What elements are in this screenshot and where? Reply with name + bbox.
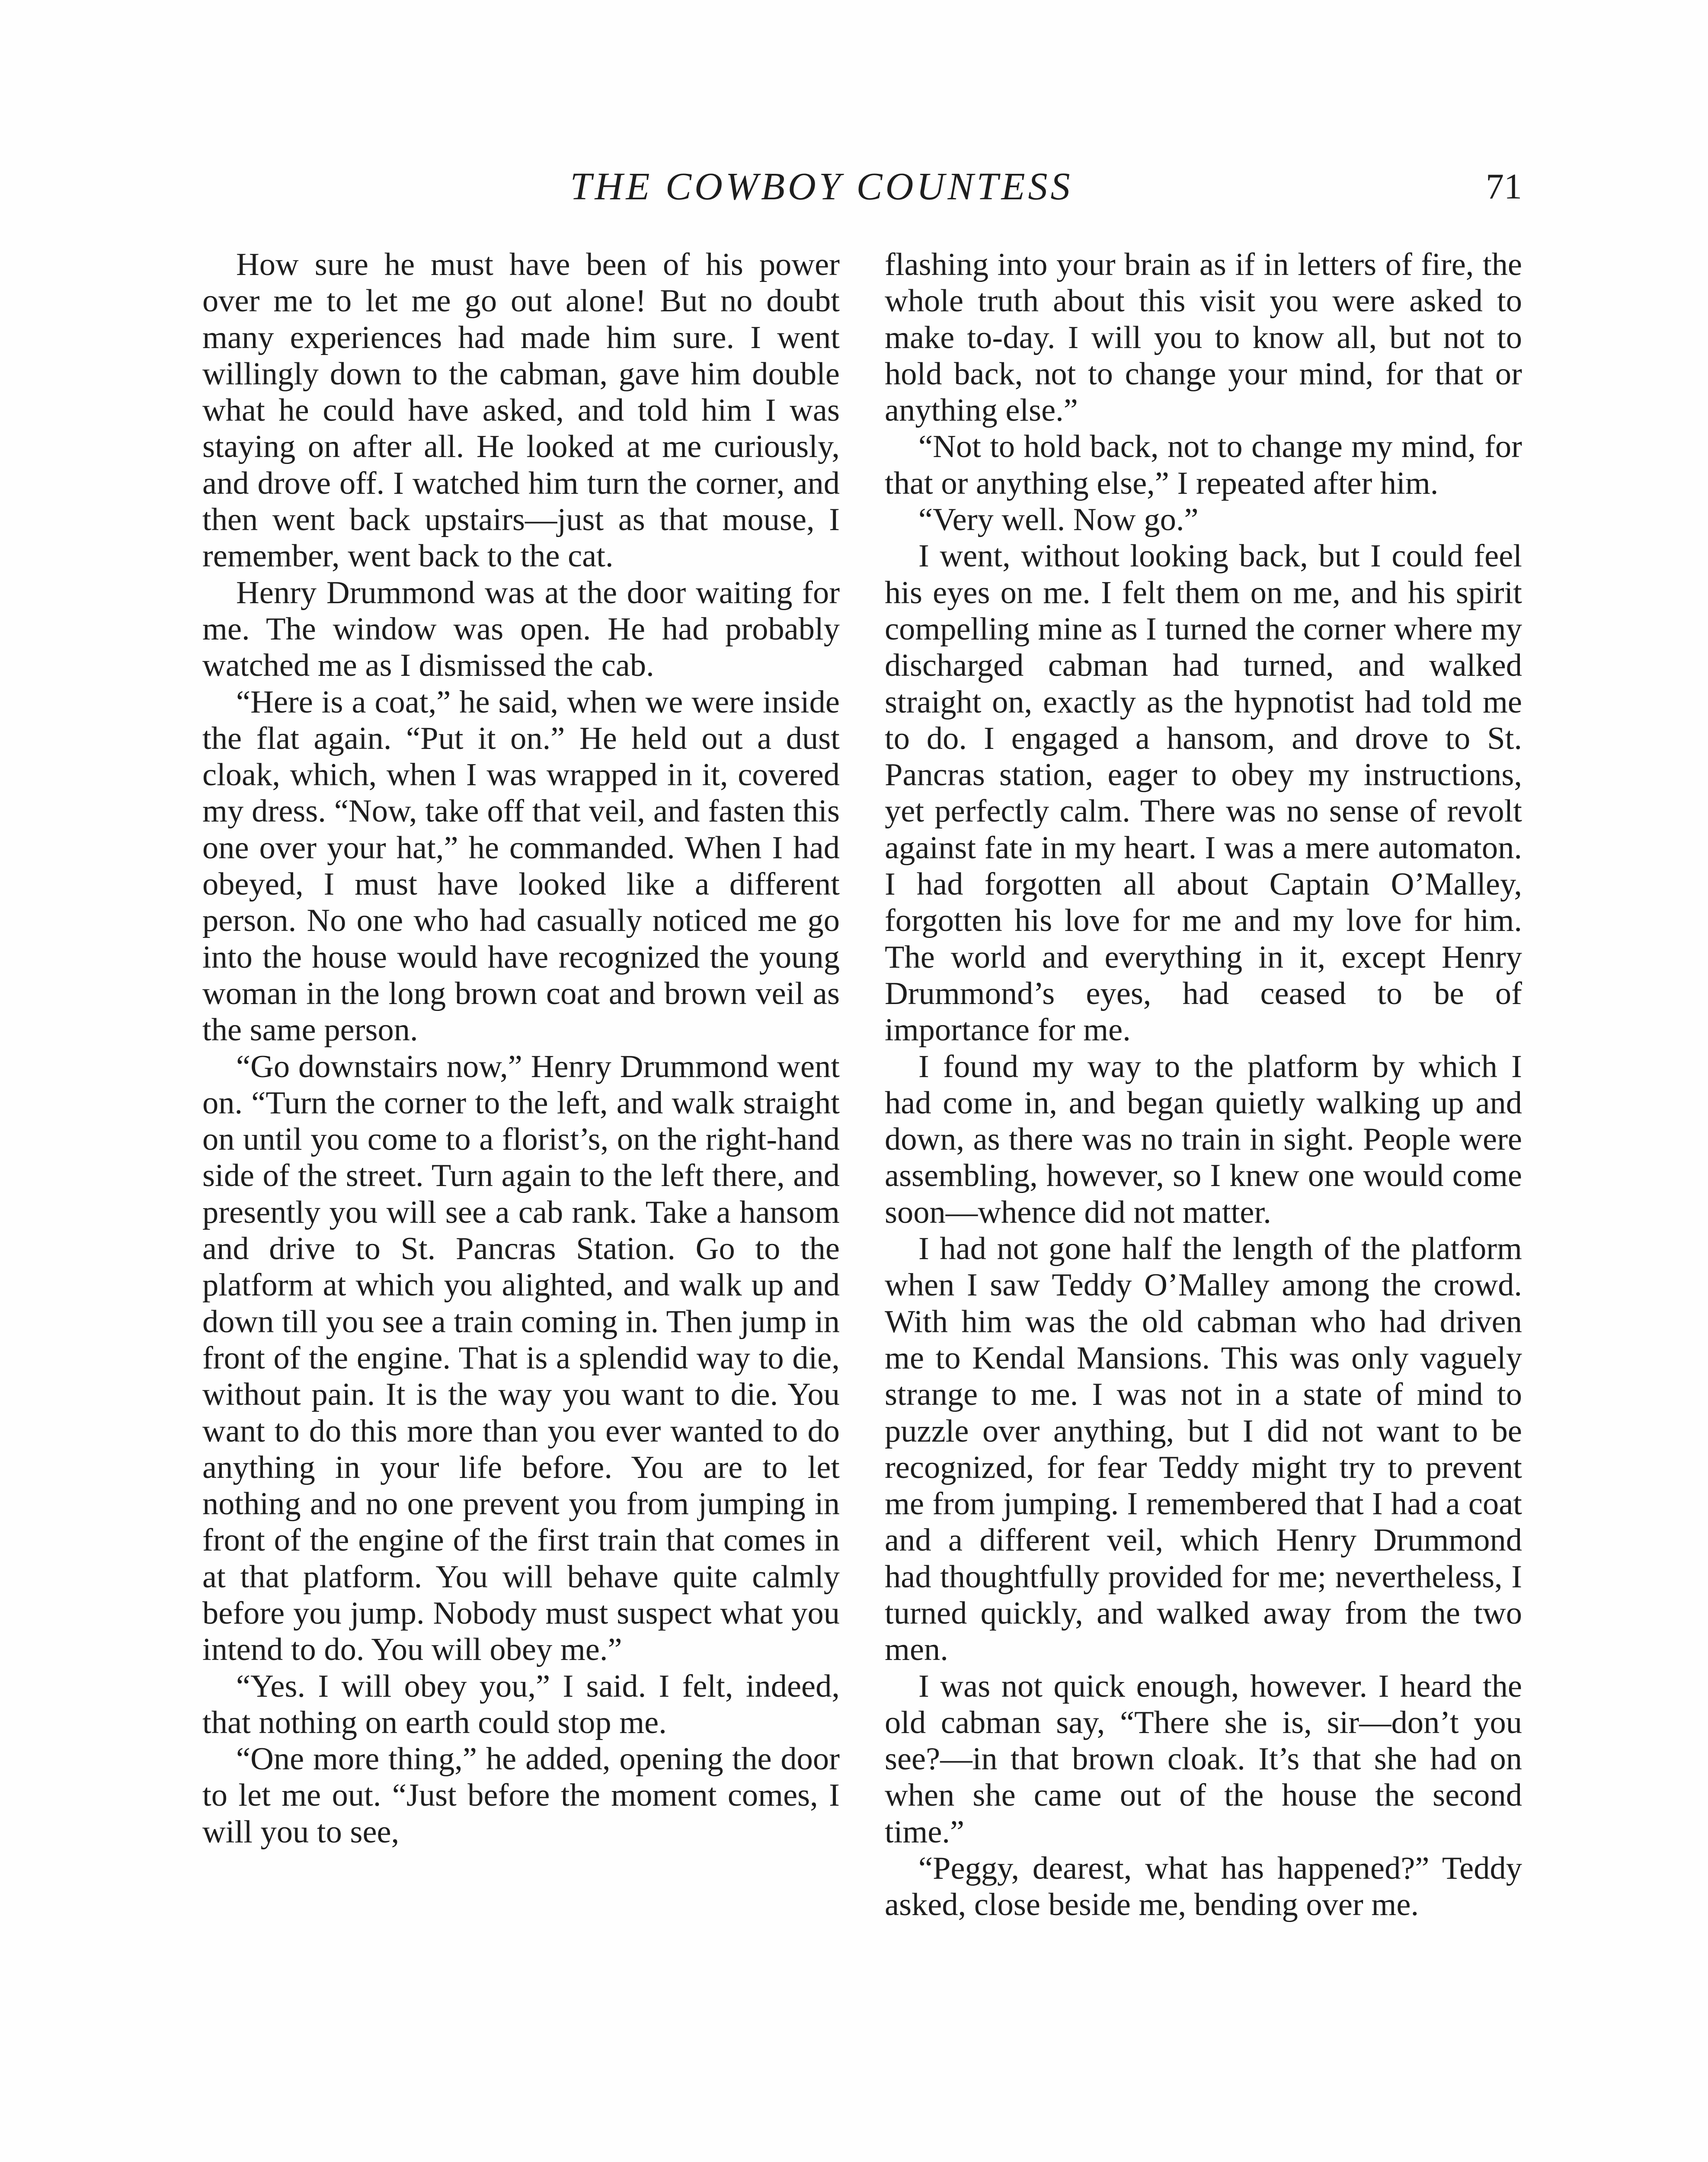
paragraph: “Go downstairs now,” Henry Drummond went on. “Turn the corner to the left, and walk straight on until you come to a florist’s, on the right-hand side of the street. Turn again to the left there, and presently you will see a cab rank. Take a hansom and drive to St. Pancras Station. Go to the platform at which you alighted, and walk up and down till you see a train coming in. Then jump in front of the engine. That is a splendid way to die, without pain. It is the way you want to die. You want to do this more than you ever wanted to do anything in your life before. You are to let nothing and no one prevent you from jumping in front of the engine of the first train that comes in at that platform. You will behave quite calmly before you jump. Nobody must suspect what you intend to do. You will obey me.” <box>202 1049 840 1668</box>
right-column <box>885 246 1522 1923</box>
paragraph: I found my way to the platform by which I had come in, and began quietly walking up and down, as there was no train in sight. People were assembling, however, so I knew one would come soon—whence did not matter. <box>885 1049 1522 1230</box>
paragraph: “Not to hold back, not to change my mind, for that or anything else,” I repeated after him. <box>885 429 1522 501</box>
running-head <box>199 161 1522 213</box>
paragraph: “Yes. I will obey you,” I said. I felt, indeed, that nothing on earth could stop me. <box>202 1668 840 1740</box>
paragraph: “Peggy, dearest, what has happened?” Teddy asked, close beside me, bending over me. <box>885 1851 1522 1923</box>
paragraph: How sure he must have been of his power over me to let me go out alone! But no doubt many experiences had made him sure. I went willingly down to the cabman, gave him double what he could have asked, and told him I was staying on after all. He looked at me curiously, and drove off. I watched him turn the corner, and then went back upstairs—just as that mouse, I remember, went back to the cat. <box>202 247 840 574</box>
paragraph: “Very well. Now go.” <box>918 502 1199 538</box>
paragraph: I went, without looking back, but I could feel his eyes on me. I felt them on me, and his spirit compelling mine as I turned the corner where my discharged cabman had turned, and walked straight on, exactly as the hypnotist had told me to do. I engaged a hansom, and drove to St. Pancras station, eager to obey my instructions, yet perfectly calm. There was no sense of revolt against fate in my heart. I was a mere automaton. I had forgotten all about Captain O’Malley, forgotten his love for me and my love for him. The world and everything in it, except Henry Drummond’s eyes, had ceased to be of importance for me. <box>885 538 1522 1048</box>
paragraph: “One more thing,” he added, opening the door to let me out. “Just before the moment comes, I will you to see, <box>202 1741 840 1850</box>
page-number: 71 <box>1486 166 1522 207</box>
paragraph: I had not gone half the length of the platform when I saw Teddy O’Malley among the crowd. With him was the old cabman who had driven me to Kendal Mansions. This was only vaguely strange to me. I was not in a state of mind to puzzle over anything, but I did not want to be recognized, for fear Teddy might try to prevent me from jumping. I remembered that I had a coat and a different veil, which Henry Drummond had thoughtfully provided for me; nevertheless, I turned quickly, and walked away from the two men. <box>885 1231 1522 1668</box>
paragraph: “Here is a coat,” he said, when we were inside the flat again. “Put it on.” He held out a dust cloak, which, when I was wrapped in it, covered my dress. “Now, take off that veil, and fasten this one over your hat,” he commanded. When I had obeyed, I must have looked like a different person. No one who had casually noticed me go into the house would have recognized the young woman in the long brown coat and brown veil as the same person. <box>202 684 840 1048</box>
paragraph-continuation: flashing into your brain as if in letters of fire, the whole truth about this visit you were asked to make to-day. I will you to know all, but not to hold back, not to change your mind, for that or anything else.” <box>885 247 1522 429</box>
paragraph: Henry Drummond was at the door waiting for me. The window was open. He had probably watched me as I dismissed the cab. <box>202 575 840 684</box>
paragraph: I was not quick enough, however. I heard the old cabman say, “There she is, sir—don’t you see?—in that brown cloak. It’s that she had on when she came out of the house the second time.” <box>885 1668 1522 1850</box>
left-column <box>202 246 840 1850</box>
running-title: THE COWBOY COUNTESS <box>570 165 1073 208</box>
